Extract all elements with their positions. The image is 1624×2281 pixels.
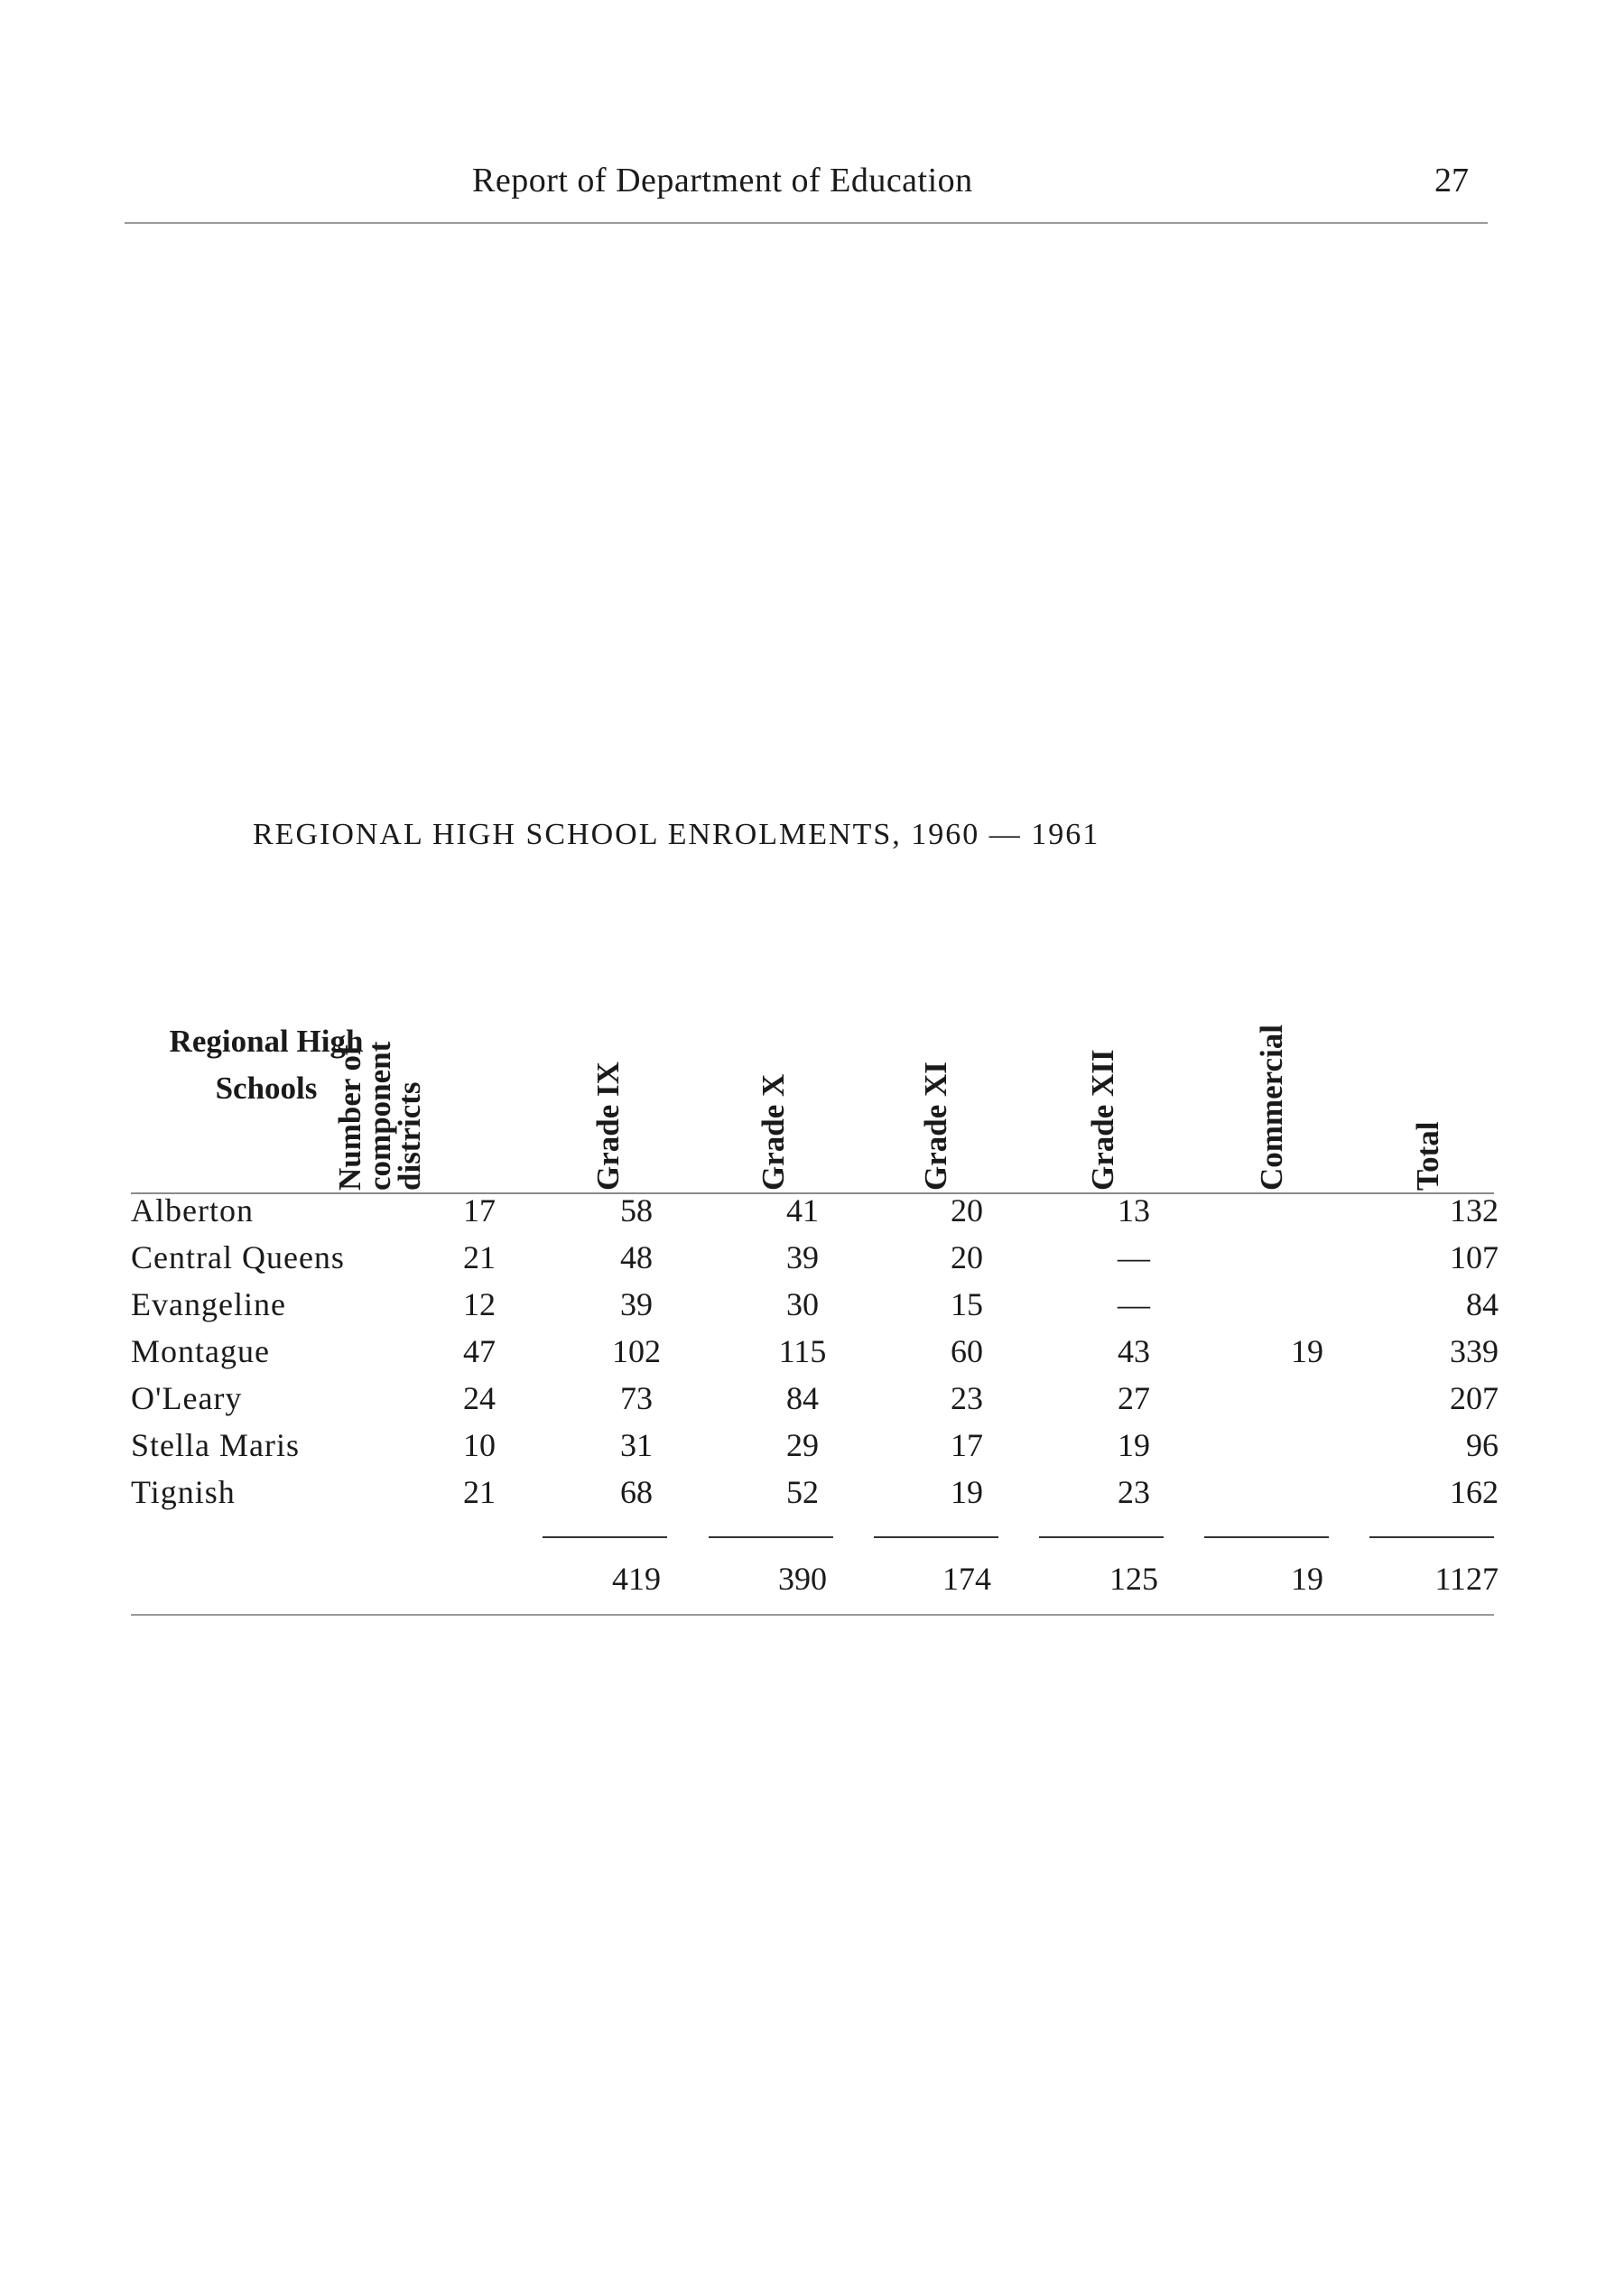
cell-districts: 47	[463, 1333, 496, 1369]
cell-grade-xii: 27	[1118, 1380, 1150, 1416]
column-header-grade-ix-label: Grade IX	[590, 1062, 626, 1191]
table-row	[0, 1379, 1624, 1426]
table-row	[0, 1473, 1624, 1520]
cell-grade-xii: —	[1118, 1239, 1150, 1275]
cell-grade-ix: 73	[620, 1380, 653, 1416]
cell-total: 162	[1450, 1474, 1499, 1510]
column-header-schools-line2: Schools	[215, 1071, 318, 1106]
cell-commercial: 19	[1291, 1333, 1323, 1369]
cell-grade-xii: 43	[1118, 1333, 1150, 1369]
cell-grade-xi: 15	[951, 1286, 983, 1322]
cell-grade-xii: 19	[1118, 1427, 1150, 1463]
sum-rule-grade-x	[709, 1536, 833, 1538]
table-row	[0, 1191, 1624, 1238]
cell-total: 84	[1466, 1286, 1499, 1322]
cell-grade-x: 84	[786, 1380, 819, 1416]
cell-school: Montague	[131, 1333, 270, 1369]
table-row	[0, 1285, 1624, 1332]
cell-total: 132	[1450, 1192, 1499, 1229]
total-overall: 1127	[1434, 1561, 1499, 1597]
cell-grade-ix: 68	[620, 1474, 653, 1510]
column-header-schools-line1: Regional High	[169, 1024, 364, 1059]
running-title: Report of Department of Education	[472, 162, 973, 199]
cell-total: 96	[1466, 1427, 1499, 1463]
cell-districts: 12	[463, 1286, 496, 1322]
cell-grade-ix: 48	[620, 1239, 653, 1275]
column-header-grade-xii-label: Grade XII	[1085, 1049, 1120, 1191]
running-head	[0, 161, 1624, 206]
cell-grade-xi: 20	[951, 1239, 983, 1275]
cell-school: Tignish	[131, 1474, 236, 1510]
cell-school: Stella Maris	[131, 1427, 300, 1463]
cell-school: Evangeline	[131, 1286, 286, 1322]
cell-grade-x: 39	[786, 1239, 819, 1275]
cell-districts: 10	[463, 1427, 496, 1463]
sum-rule-grade-xi	[874, 1536, 998, 1538]
cell-grade-xi: 23	[951, 1380, 983, 1416]
sum-rule-grade-xii	[1039, 1536, 1164, 1538]
table-title: REGIONAL HIGH SCHOOL ENROLMENTS, 1960 — 1961	[253, 818, 1100, 851]
cell-districts: 24	[463, 1380, 496, 1416]
cell-grade-x: 115	[778, 1333, 827, 1369]
cell-grade-x: 30	[786, 1286, 819, 1322]
column-header-commercial-label: Commercial	[1254, 1024, 1289, 1191]
table-bottom-rule	[131, 1614, 1494, 1616]
column-header-total-label: Total	[1410, 1121, 1445, 1191]
table-row	[0, 1332, 1624, 1379]
total-grade-ix: 419	[612, 1561, 661, 1597]
cell-grade-xi: 20	[951, 1192, 983, 1229]
page-number: 27	[1434, 162, 1469, 199]
summation-rules	[0, 1536, 1624, 1540]
cell-school: Central Queens	[131, 1239, 345, 1275]
total-grade-x: 390	[778, 1561, 827, 1597]
cell-districts: 17	[463, 1192, 496, 1229]
column-header-districts-line2: component	[362, 1041, 397, 1191]
total-grade-xii: 125	[1109, 1561, 1158, 1597]
column-header-grade-xi-label: Grade XI	[918, 1062, 953, 1191]
sum-rule-grade-ix	[543, 1536, 667, 1538]
cell-grade-x: 52	[786, 1474, 819, 1510]
total-grade-xi: 174	[942, 1561, 991, 1597]
cell-school: O'Leary	[131, 1380, 243, 1416]
cell-grade-x: 29	[786, 1427, 819, 1463]
table-row	[0, 1426, 1624, 1473]
cell-grade-xii: 23	[1118, 1474, 1150, 1510]
sum-rule-total	[1369, 1536, 1494, 1538]
cell-grade-x: 41	[786, 1192, 819, 1229]
table-row	[0, 1238, 1624, 1285]
cell-school: Alberton	[131, 1192, 254, 1229]
cell-total: 207	[1450, 1380, 1499, 1416]
cell-grade-ix: 31	[620, 1427, 653, 1463]
table-body	[0, 1191, 1624, 1520]
cell-grade-ix: 58	[620, 1192, 653, 1229]
cell-total: 107	[1450, 1239, 1499, 1275]
cell-grade-xii: —	[1118, 1286, 1150, 1322]
column-header-districts-line3: districts	[392, 1081, 427, 1191]
cell-grade-ix: 102	[612, 1333, 661, 1369]
cell-districts: 21	[463, 1474, 496, 1510]
cell-grade-xi: 19	[951, 1474, 983, 1510]
cell-total: 339	[1450, 1333, 1499, 1369]
totals-row	[0, 1560, 1624, 1607]
cell-grade-xi: 60	[951, 1333, 983, 1369]
cell-districts: 21	[463, 1239, 496, 1275]
total-commercial: 19	[1291, 1561, 1323, 1597]
sum-rule-commercial	[1204, 1536, 1329, 1538]
cell-grade-ix: 39	[620, 1286, 653, 1322]
column-header-grade-x-label: Grade X	[756, 1073, 791, 1191]
column-header-districts-line1: Number of	[332, 1044, 367, 1191]
cell-grade-xi: 17	[951, 1427, 983, 1463]
cell-grade-xii: 13	[1118, 1192, 1150, 1229]
header-rule	[125, 222, 1488, 224]
